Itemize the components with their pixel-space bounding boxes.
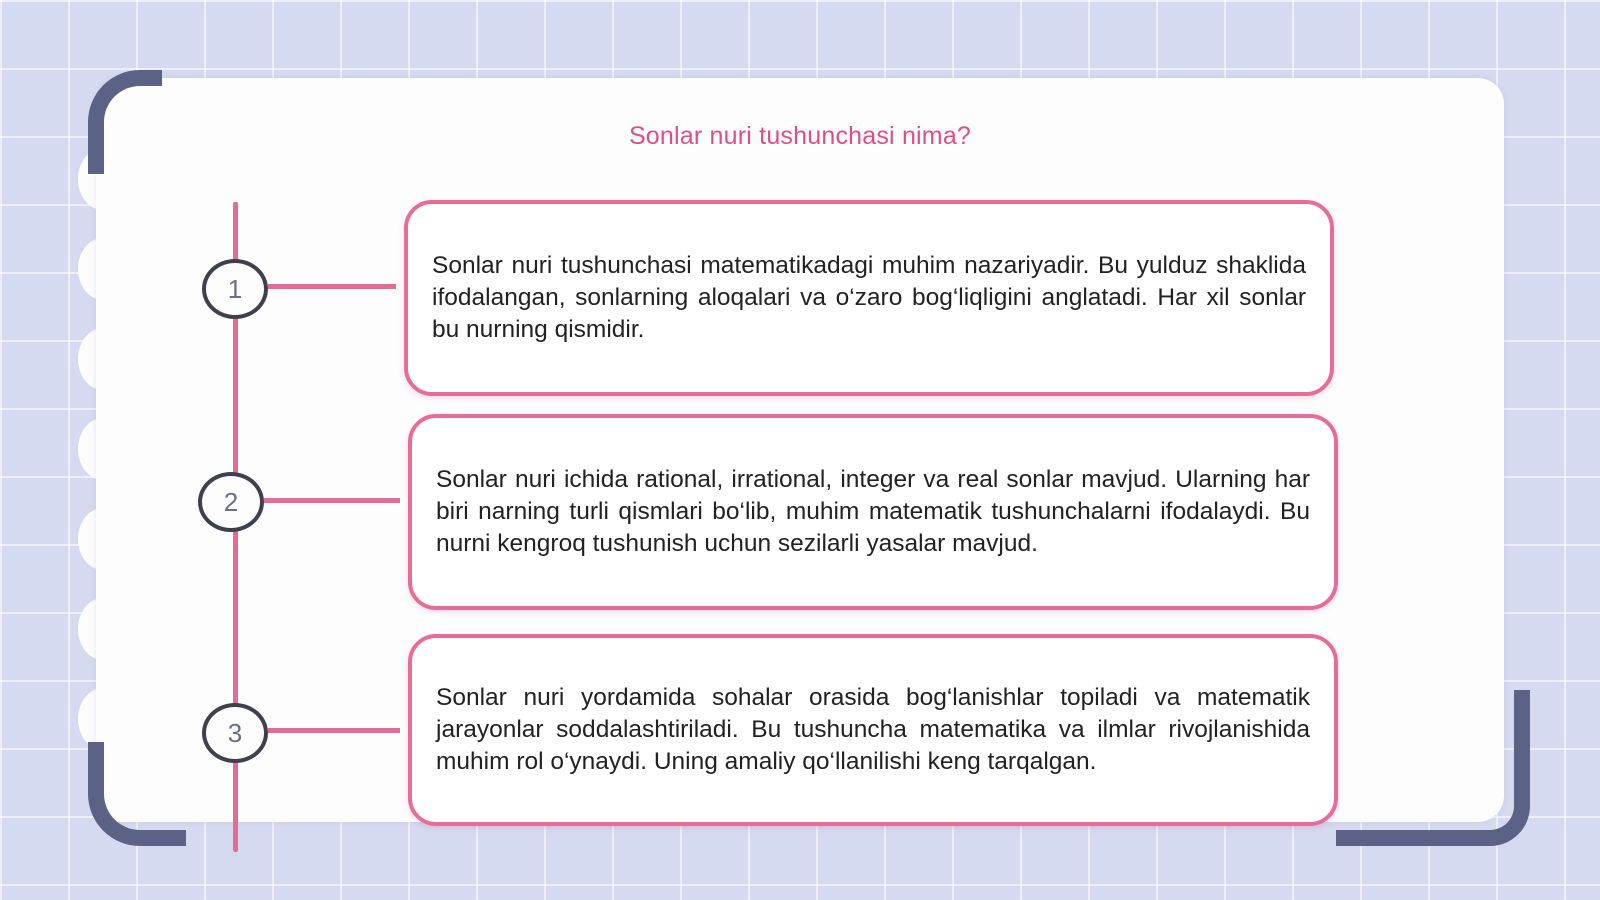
card-text: Sonlar nuri yordamida sohalar orasida bog‘lanishlar topiladi va matematik jarayonlar soddalashtiriladi. Bu tushuncha matematika va ilmlar rivojlanishida muhim rol o‘ynaydi. Uning amaliy qo‘llanilishi keng tarqalgan. [436,684,1310,775]
timeline-marker: 3 [202,703,268,763]
timeline-connector [268,728,400,733]
bracket-top-left [88,70,162,174]
timeline-connector [268,284,396,289]
card-text: Sonlar nuri tushunchasi matematikadagi muhim nazariyadir. Bu yulduz shaklida ifodalangan, sonlarning aloqalari va o‘zaro bog‘liqligini anglatadi. Har xil sonlar bu nurning qismidir. [432,252,1306,343]
slide-title: Sonlar nuri tushunchasi nima? [628,122,972,150]
content-card [408,634,1338,826]
content-card [408,414,1338,610]
bracket-bottom-right [1336,690,1530,846]
card-text: Sonlar nuri ichida rational, irrational, integer va real sonlar mavjud. Ularning har biri narning turli qismlari bo‘lib, muhim matematik tushunchalarni ifodalaydi. Bu nurni kengroq tushunish uchun sezilarli yasalar mavjud. [436,466,1310,557]
timeline-marker: 2 [198,472,264,532]
bracket-bottom-left [88,742,186,846]
timeline-marker: 1 [202,259,268,319]
content-card [404,200,1334,396]
timeline-connector [264,498,400,503]
